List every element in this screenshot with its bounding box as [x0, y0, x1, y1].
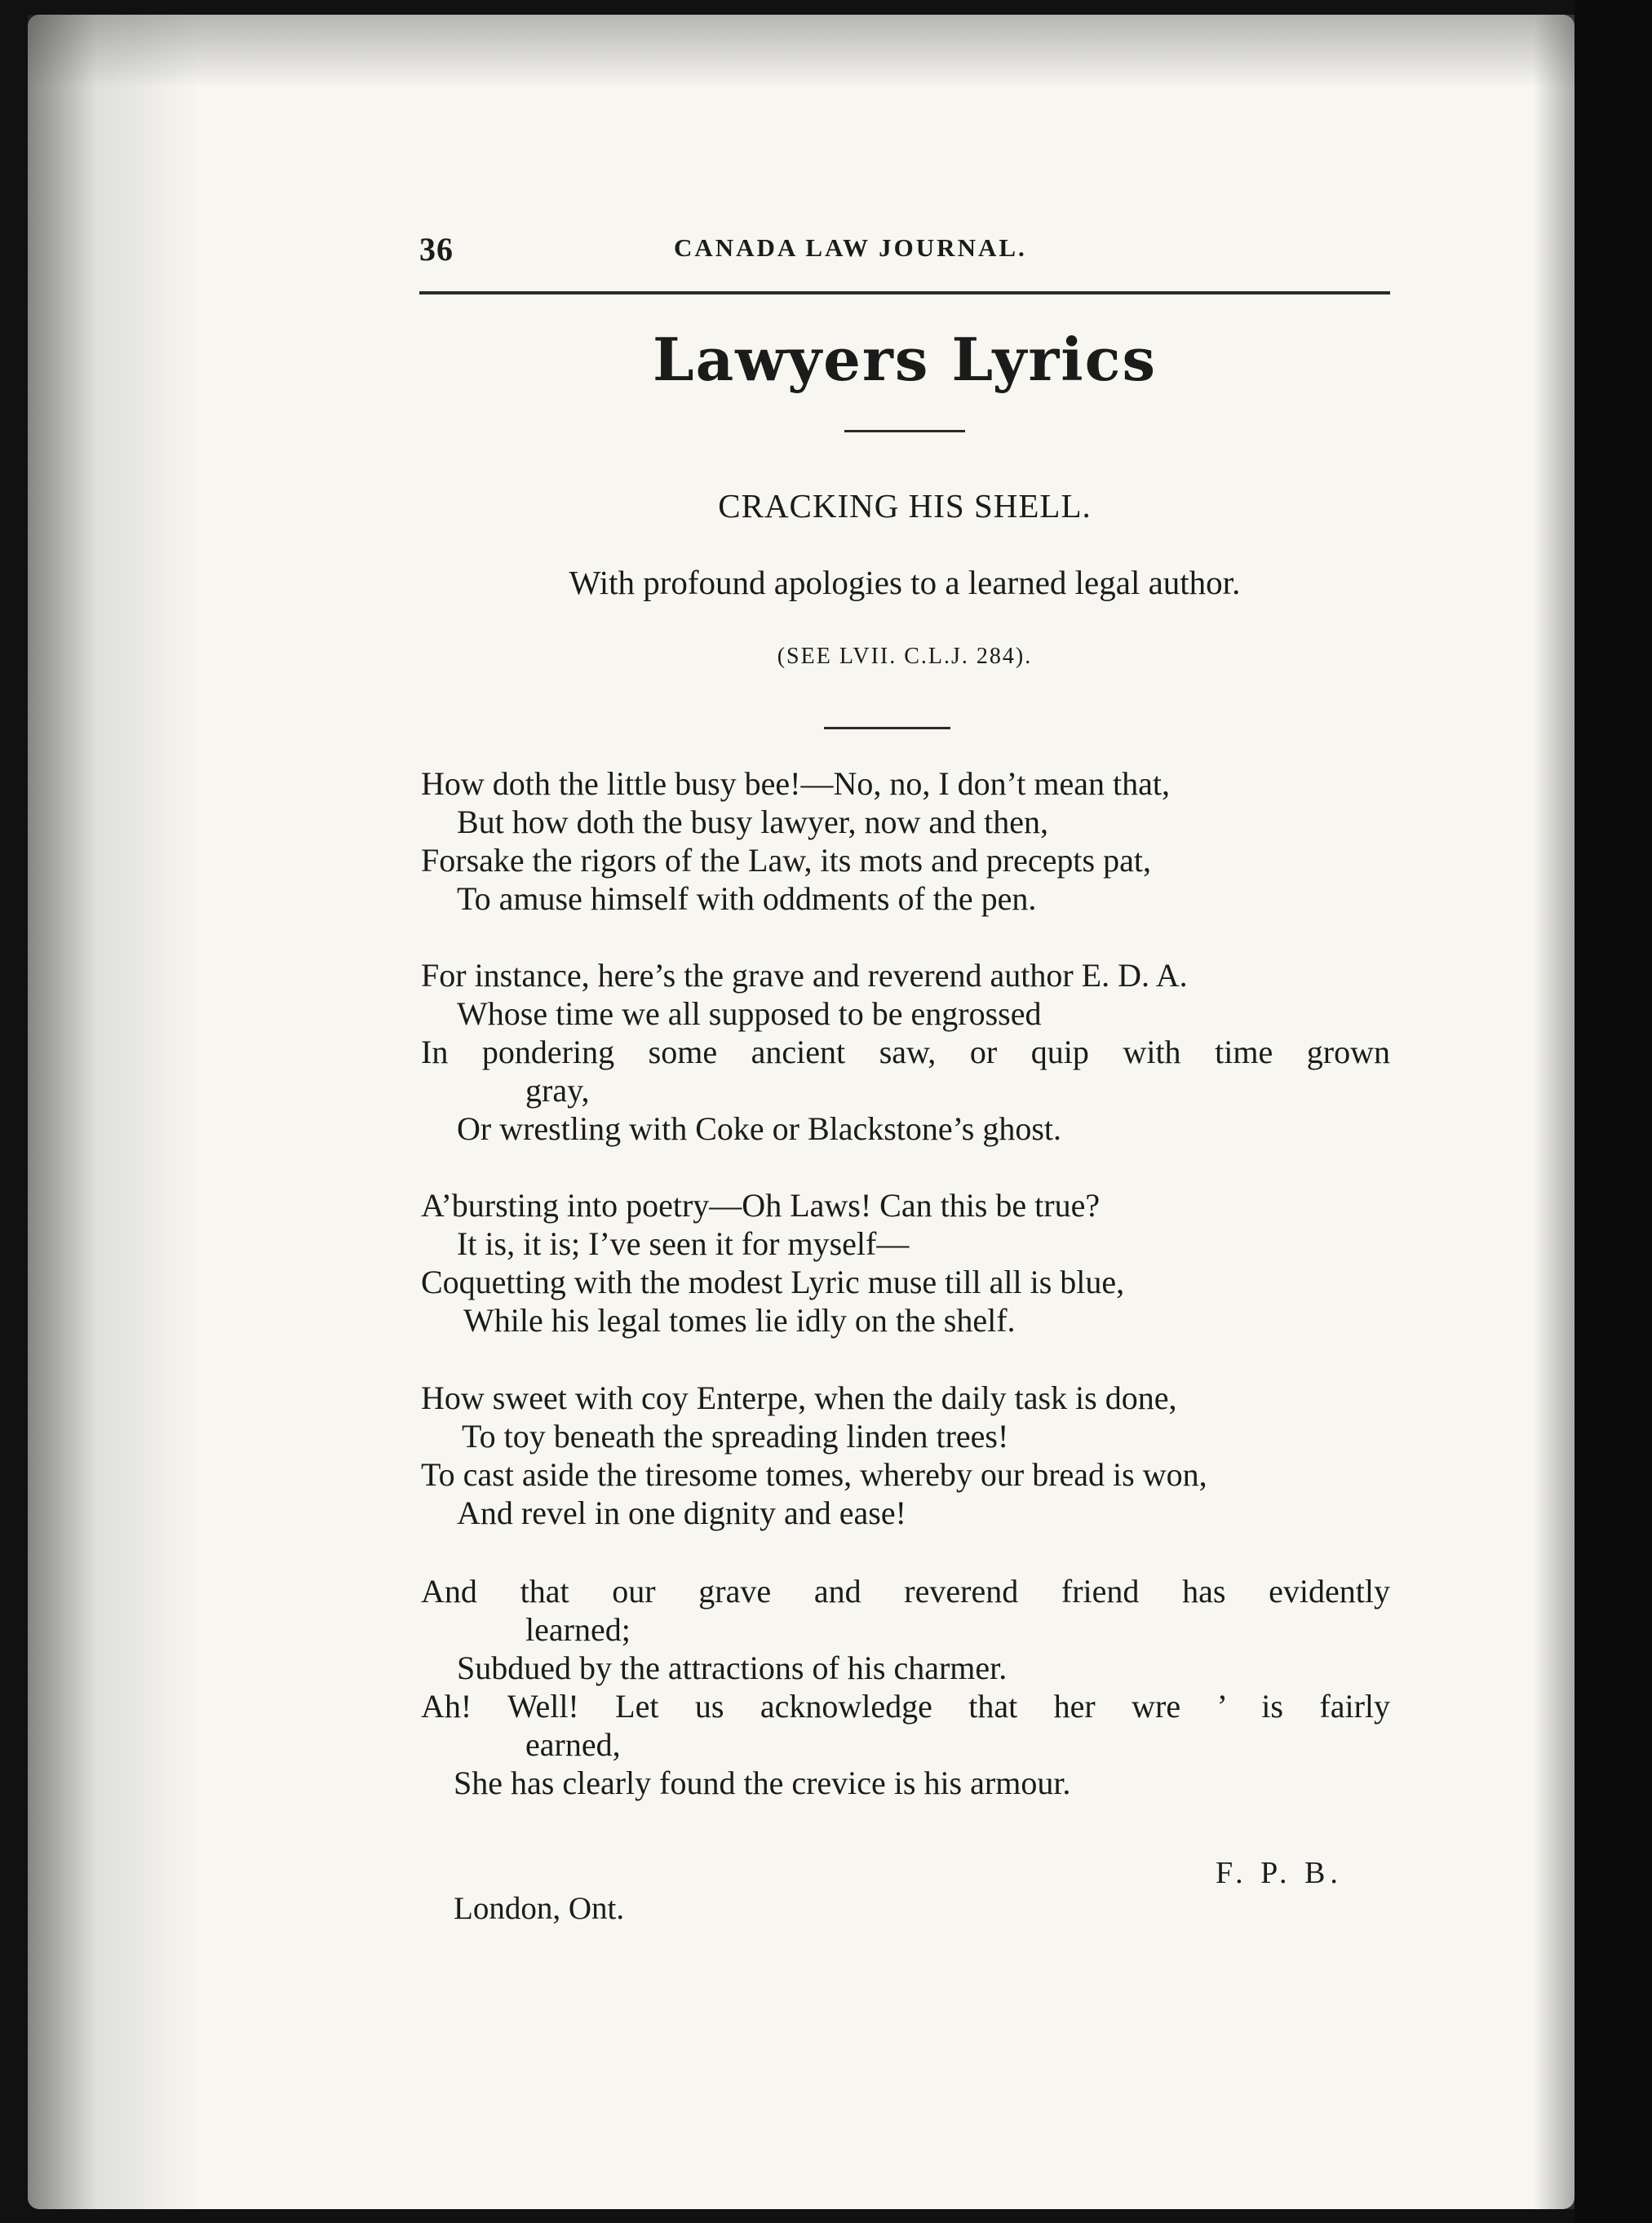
place-line: London, Ont.	[454, 1891, 625, 1926]
poem-line: Ah! Well! Let us acknowledge that her wre ’ is fairly	[421, 1688, 1390, 1725]
poem-line: Whose time we all supposed to be engrossed	[457, 995, 1042, 1032]
top-edge-shadow	[28, 15, 1574, 88]
citation-reference: (SEE LVII. C.L.J. 284).	[777, 644, 1033, 669]
header-rule	[419, 291, 1390, 294]
poem-subtitle: With profound apologies to a learned legal author.	[569, 564, 1241, 601]
poem-line: Coquetting with the modest Lyric muse till all is blue,	[421, 1264, 1125, 1300]
poem-line: For instance, here’s the grave and reverend author E. D. A.	[421, 957, 1188, 994]
poem-line: It is, it is; I’ve seen it for myself—	[457, 1225, 910, 1262]
poem-line: To amuse himself with oddments of the pen.	[457, 880, 1037, 917]
poem-line: How doth the little busy bee!—No, no, I don’t mean that,	[421, 765, 1170, 802]
page-number: 36	[419, 231, 454, 268]
poem-line: She has clearly found the crevice is his armour.	[454, 1765, 1071, 1801]
poem-line: gray,	[525, 1072, 590, 1109]
poem-line: A’bursting into poetry—Oh Laws! Can this be true?	[421, 1187, 1101, 1224]
poem-line: In pondering some ancient saw, or quip with time grown	[421, 1034, 1390, 1070]
poem-line: Or wrestling with Coke or Blackstone’s ghost.	[457, 1110, 1062, 1147]
poem-line: Subdued by the attractions of his charmer.	[457, 1650, 1008, 1686]
poem-line: And revel in one dignity and ease!	[457, 1495, 906, 1531]
poem-line: While his legal tomes lie idly on the shelf.	[463, 1302, 1016, 1339]
title-divider	[844, 430, 965, 432]
poem-line: But how doth the busy lawyer, now and then,	[457, 804, 1048, 840]
binding-shadow	[28, 15, 199, 2209]
journal-title: CANADA LAW JOURNAL.	[674, 233, 1027, 262]
poem-title: CRACKING HIS SHELL.	[718, 487, 1092, 525]
poem-line: How sweet with coy Enterpe, when the daily task is done,	[421, 1379, 1177, 1416]
right-page-border	[1574, 0, 1652, 2223]
poem-line: Forsake the rigors of the Law, its mots and precepts pat,	[421, 842, 1151, 879]
poem-divider	[824, 727, 950, 729]
poem-line: To cast aside the tiresome tomes, whereby our bread is won,	[421, 1456, 1207, 1493]
section-title: Lawyers Lyrics	[653, 325, 1157, 394]
running-header	[419, 227, 1390, 276]
author-signature: F. P. B.	[1216, 1856, 1343, 1890]
poem-line: And that our grave and reverend friend has evidently	[421, 1573, 1390, 1610]
poem-line: learned;	[525, 1611, 631, 1648]
poem-line: To toy beneath the spreading linden trees!	[462, 1418, 1009, 1455]
poem-line: earned,	[525, 1726, 621, 1763]
